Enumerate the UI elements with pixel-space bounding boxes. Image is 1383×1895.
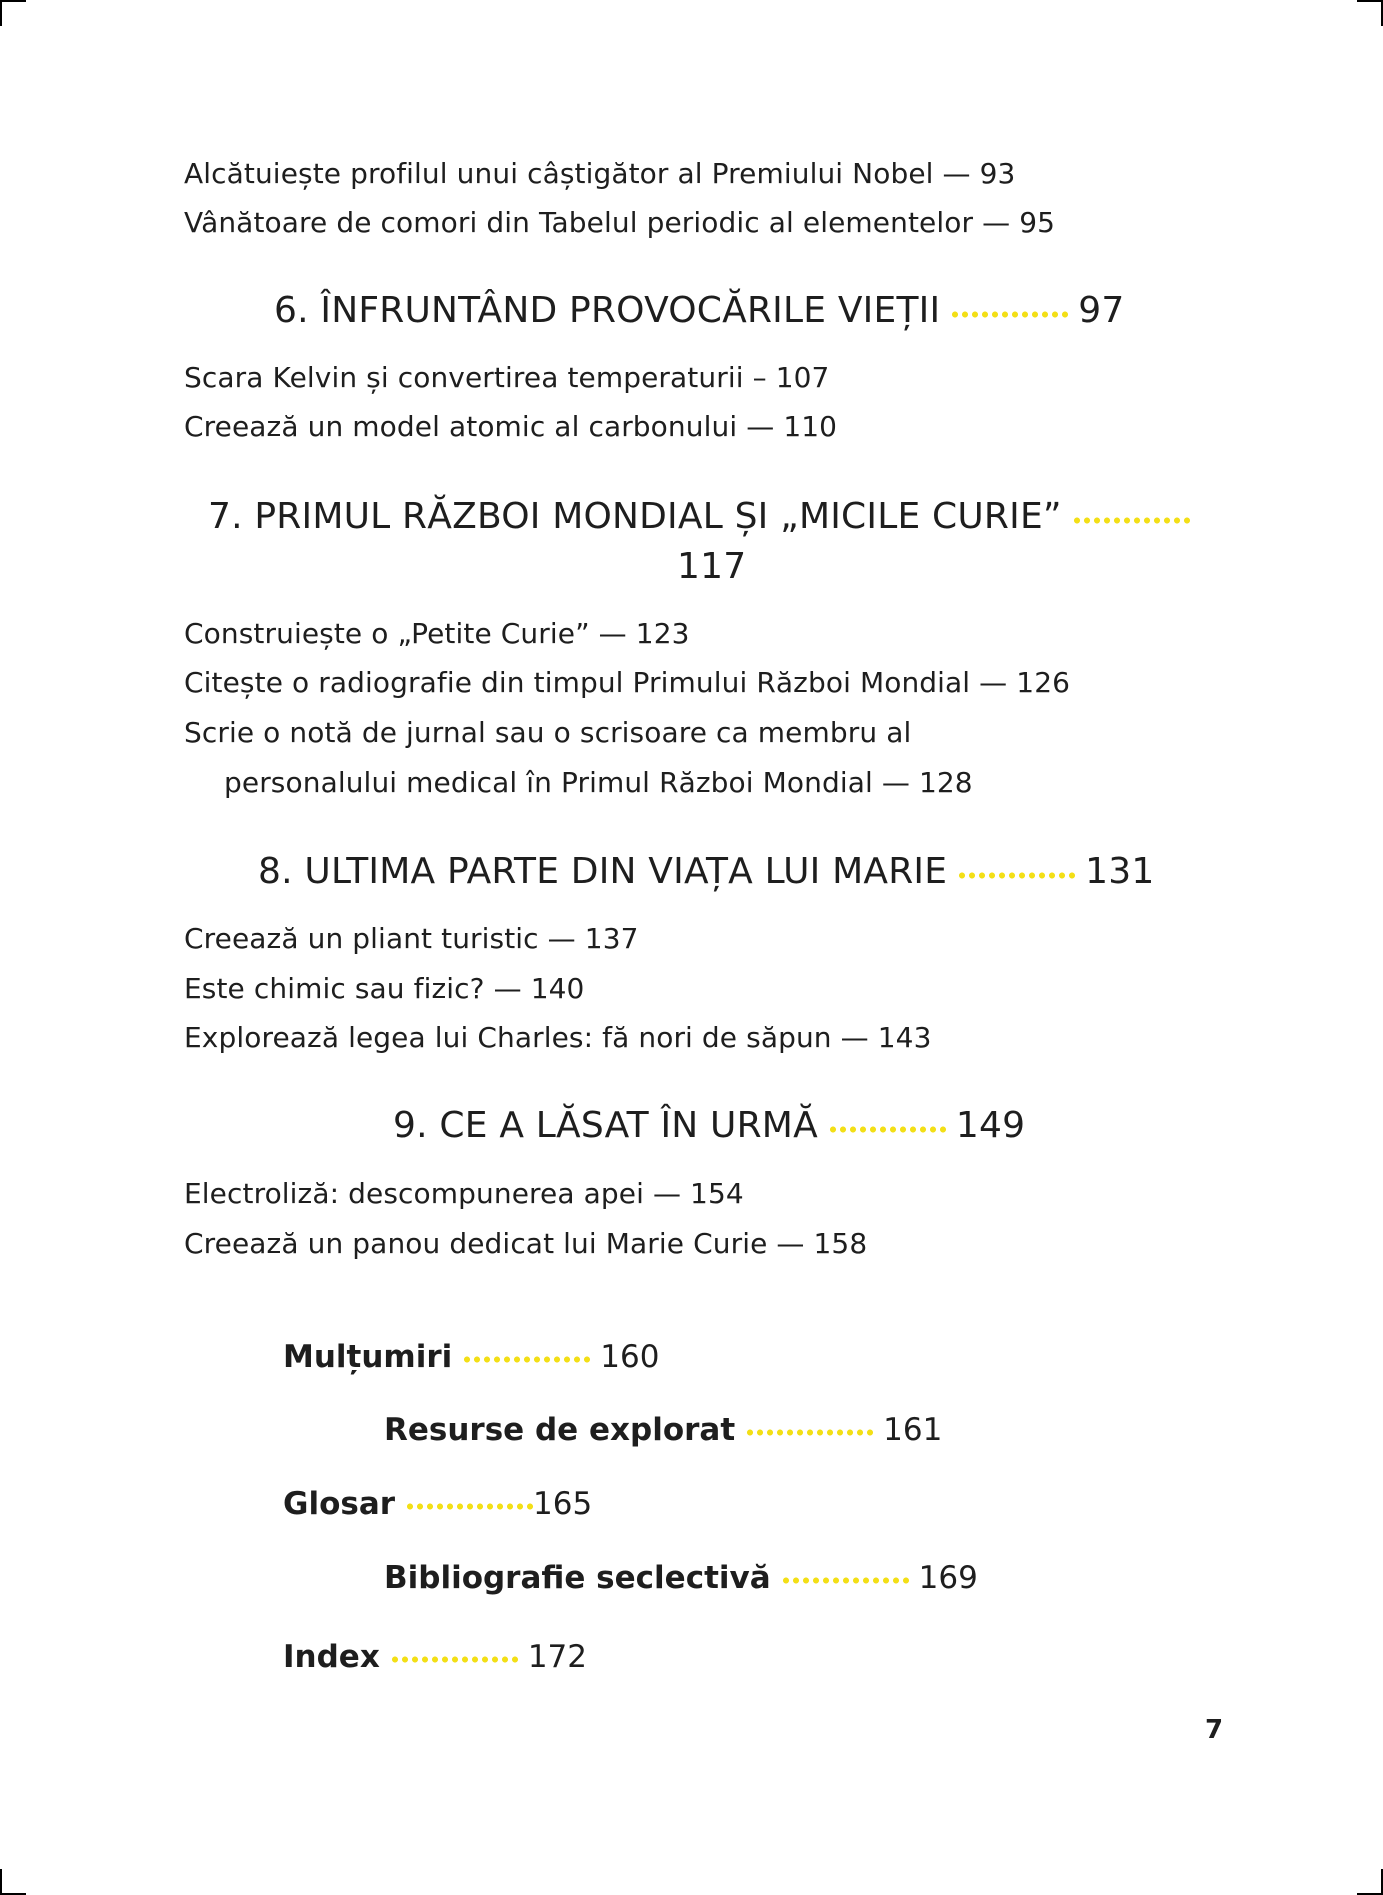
chapter-title: 9. CE A LĂSAT ÎN URMĂ (393, 1105, 818, 1146)
chapter-page: 149 (955, 1105, 1026, 1146)
chapter-heading-8[interactable] (258, 850, 1155, 894)
dot-leader (745, 1429, 873, 1436)
back-matter-label: Index (283, 1639, 380, 1675)
back-matter-resources[interactable] (384, 1410, 942, 1450)
back-matter-label: Mulțumiri (283, 1339, 453, 1375)
toc-entry[interactable]: Creează un pliant turistic — 137 (184, 922, 639, 955)
back-matter-label: Resurse de explorat (384, 1412, 736, 1448)
chapter-title: 6. ÎNFRUNTÂND PROVOCĂRILE VIEȚII (274, 290, 941, 331)
chapter-page-7 (677, 545, 746, 589)
dot-leader (950, 311, 1068, 318)
chapter-page: 97 (1078, 290, 1125, 331)
dot-leader (390, 1656, 518, 1663)
back-matter-index[interactable] (283, 1637, 587, 1677)
toc-entry[interactable]: Este chimic sau fizic? — 140 (184, 972, 585, 1005)
crop-mark-top-left (0, 0, 2, 26)
chapter-heading-9[interactable] (393, 1104, 1025, 1148)
back-matter-glossary[interactable] (283, 1484, 592, 1524)
toc-entry[interactable]: Construiește o „Petite Curie” — 123 (184, 617, 690, 650)
back-matter-page: 169 (918, 1560, 978, 1596)
toc-entry[interactable]: Creează un panou dedicat lui Marie Curie — 158 (184, 1227, 868, 1260)
back-matter-label: Glosar (283, 1486, 396, 1522)
toc-entry[interactable]: Scrie o notă de jurnal sau o scrisoare ca membru al (184, 716, 912, 749)
back-matter-page: 161 (883, 1412, 943, 1448)
toc-entry[interactable]: Creează un model atomic al carbonului — 110 (184, 410, 838, 443)
chapter-page: 131 (1085, 851, 1155, 892)
back-matter-acknowledgements[interactable] (283, 1337, 659, 1377)
toc-entry[interactable]: Citește o radiografie din timpul Primului Război Mondial — 126 (184, 666, 1071, 699)
back-matter-page: 160 (600, 1339, 660, 1375)
back-matter-page: 165 (533, 1486, 593, 1522)
toc-entry[interactable]: Vânătoare de comori din Tabelul periodic al elementelor — 95 (184, 206, 1056, 239)
chapter-page: 117 (677, 546, 747, 587)
crop-mark-top-right-h (1357, 0, 1383, 2)
back-matter-bibliography[interactable] (384, 1558, 978, 1598)
toc-entry[interactable]: Electroliză: descompunerea apei — 154 (184, 1177, 744, 1210)
dot-leader (405, 1503, 533, 1510)
back-matter-page: 172 (527, 1639, 587, 1675)
dot-leader (828, 1126, 946, 1133)
back-matter-label: Bibliografie seclectivă (384, 1560, 771, 1596)
crop-mark-top-left-h (0, 0, 26, 2)
chapter-heading-6[interactable] (274, 289, 1124, 333)
toc-entry[interactable]: Alcătuiește profilul unui câștigător al Premiului Nobel — 93 (184, 157, 1016, 190)
page-number: 7 (1205, 1715, 1224, 1745)
chapter-title: 8. ULTIMA PARTE DIN VIAȚA LUI MARIE (258, 851, 948, 892)
toc-entry[interactable]: Scara Kelvin și convertirea temperaturii – 107 (184, 361, 830, 394)
chapter-title: 7. PRIMUL RĂZBOI MONDIAL ȘI „MICILE CURIE” (208, 496, 1062, 537)
dot-leader (957, 872, 1075, 879)
toc-entry[interactable]: Explorează legea lui Charles: fă nori de săpun — 143 (184, 1021, 932, 1054)
dot-leader (1072, 517, 1190, 524)
toc-entry-continuation[interactable]: personalului medical în Primul Război Mondial — 128 (224, 766, 973, 799)
chapter-heading-7[interactable] (208, 495, 1200, 539)
dot-leader (781, 1577, 909, 1584)
dot-leader (462, 1356, 590, 1363)
crop-mark-bottom-left (0, 1869, 2, 1895)
